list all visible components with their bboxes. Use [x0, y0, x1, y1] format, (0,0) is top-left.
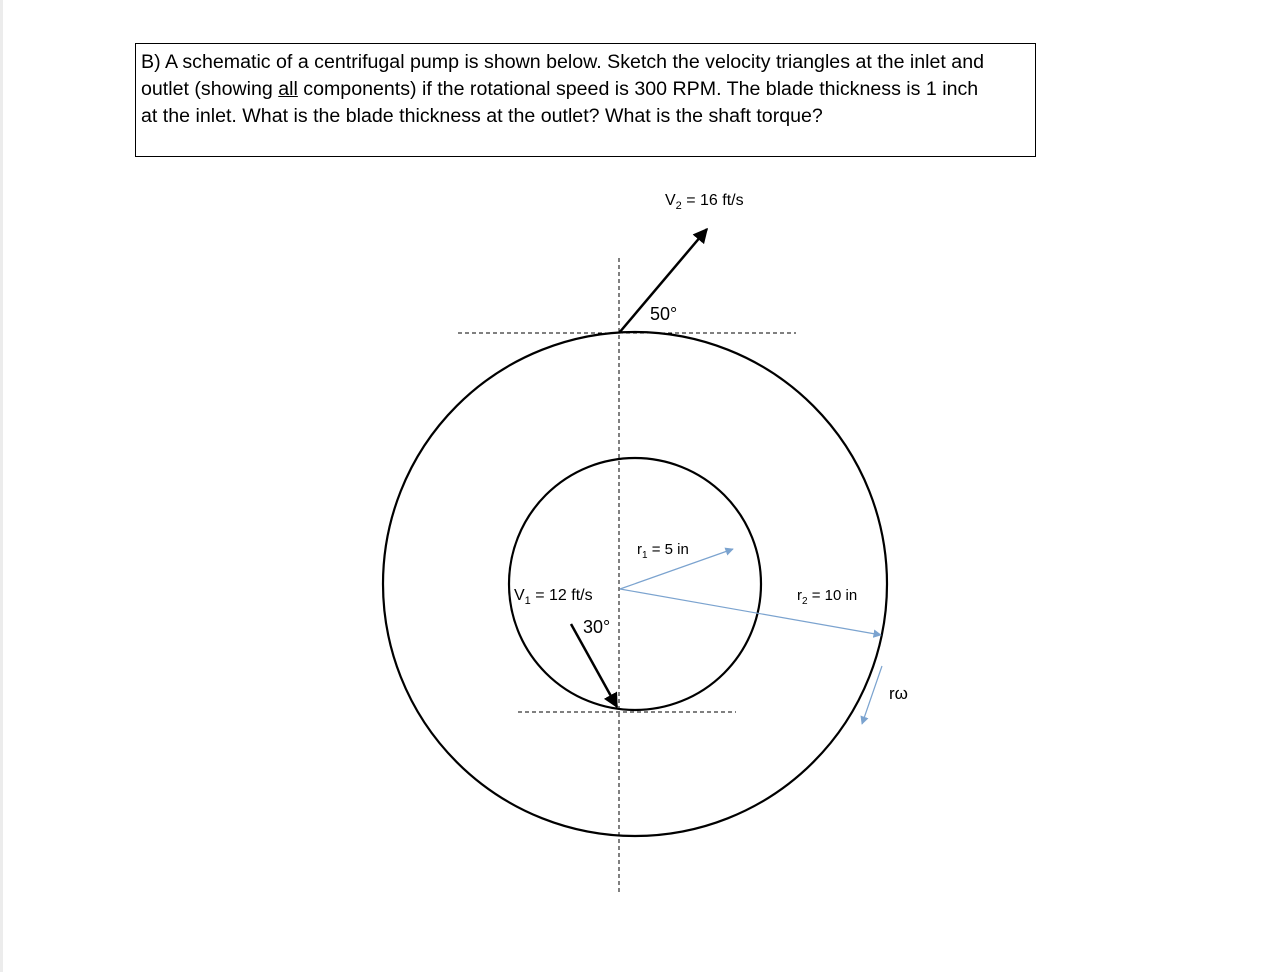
inner-radius-label: $r_1 = 5$ in	[637, 541, 689, 561]
underlined-word-all: all	[278, 78, 298, 100]
tangential-speed-label: rω	[889, 684, 908, 703]
tangential-speed-arrow	[862, 666, 882, 724]
inlet-velocity-label: $V_1 = 12$ ft/s	[514, 587, 593, 607]
problem-line-3: at the inlet. What is the blade thickness at the outlet? What is the shaft torque?	[141, 105, 823, 127]
problem-line-1: B) A schematic of a centrifugal pump is shown below. Sketch the velocity triangles at the inlet and	[141, 51, 984, 73]
outer-radius-label: $r_2 = 10$ in	[797, 587, 858, 607]
outlet-angle-label: 50°	[650, 304, 678, 324]
outlet-velocity-label: $V_2 = 16$ ft/s	[665, 192, 744, 212]
problem-line-2-end: components) if the rotational speed is 300 RPM. The blade thickness is 1 inch	[297, 78, 979, 100]
problem-line-2-start: outlet (showing	[141, 78, 279, 100]
inlet-angle-label: 30°	[583, 617, 611, 637]
